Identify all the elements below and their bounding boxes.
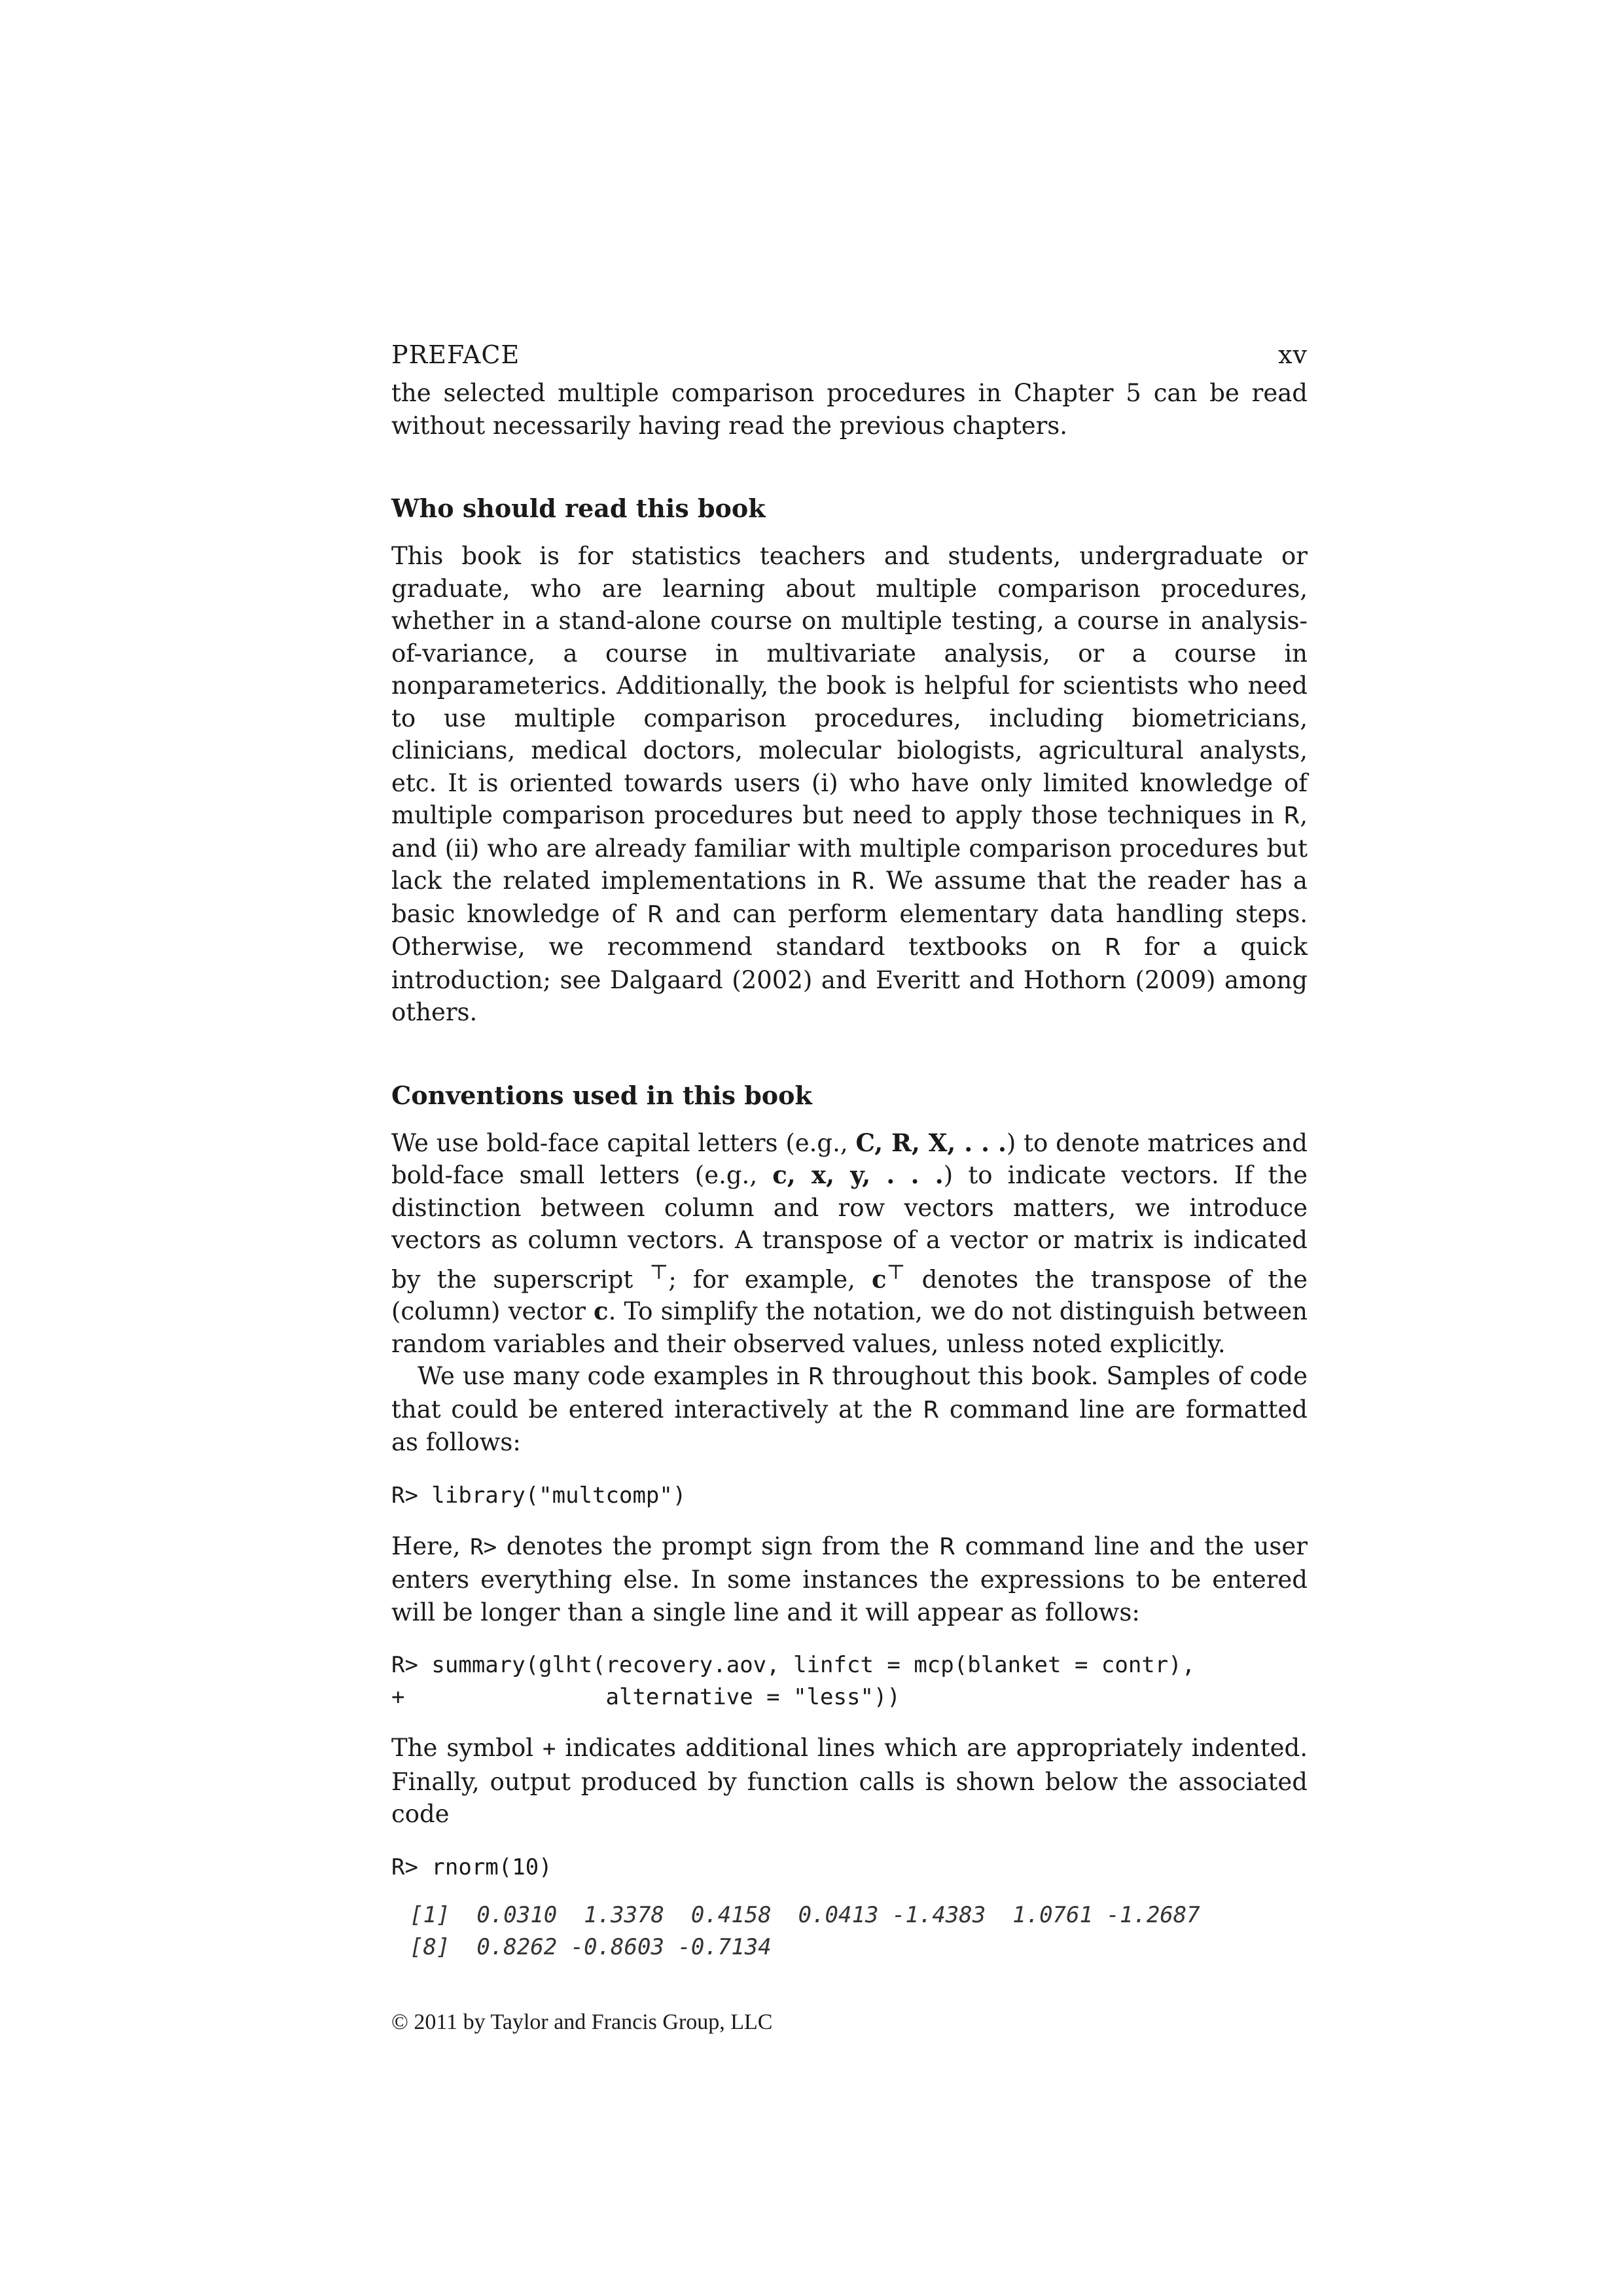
page-body: [391, 338, 1308, 1982]
conventions-paragraph-3: Here, R> denotes the prompt sign from the R command line and the user enters everything else. In some instances the expressions to be entered will be longer than a single line and it will appear as follows:: [391, 1532, 1308, 1626]
intro-paragraph: the selected multiple comparison procedures in Chapter 5 can be read without necessarily having read the previous chapters.: [391, 379, 1308, 440]
page-number: xv: [1278, 340, 1308, 369]
who-paragraph: This book is for statistics teachers and students, undergraduate or graduate, who are learning about multiple comparison procedures, whether in a stand-alone course on multiple testing, a course in analysis-of-variance, a course in multivariate analysis, or a course in nonparameterics. Additionally, the book is helpful for scientists who need to use multiple comparison procedures, including biometricians, clinicians, medical doctors, molecular biologists, agricultural analysts, etc. It is oriented towards users (i) who have only limited knowledge of multiple comparison procedures but need to apply those techniques in R, and (ii) who are already familiar with multiple comparison procedures but lack the related implementations in R. We assume that the reader has a basic knowledge of R and can perform elementary data handling steps. Otherwise, we recommend standard textbooks on R for a quick introduction; see Dalgaard (2002) and Everitt and Hothorn (2009) among others.: [391, 542, 1308, 1026]
conventions-paragraph-4: The symbol + indicates additional lines which are appropriately indented. Finally, output produced by function calls is shown below the associated code: [391, 1734, 1308, 1829]
code-block-summary: R> summary(glht(recovery.aov, linfct = mcp(blanket = contr), + alternative = "less")): [391, 1652, 1196, 1711]
copyright-footer: © 2011 by Taylor and Francis Group, LLC: [391, 2010, 773, 2034]
section-heading-who: Who should read this book: [391, 493, 766, 523]
section-heading-conventions: Conventions used in this book: [391, 1080, 812, 1110]
conventions-paragraph-1: We use bold-face capital letters (e.g., C, R, X, . . .) to denote matrices and bold-face small letters (e.g., c, x, y, . . .) to indicate vectors. If the distinction between column and row vectors matters, we introduce vectors as column vectors. A transpose of a vector or matrix is indicated by the superscript ⊤; for example, c⊤ denotes the transpose of the (column) vector c. To simplify the notation, we do not distinguish between random variables and their observed values, unless noted explicitly.: [391, 1128, 1308, 1358]
running-head: [391, 338, 1308, 372]
code-block-library: R> library("multcomp"): [391, 1482, 687, 1509]
code-block-rnorm: R> rnorm(10): [391, 1854, 552, 1880]
code-output: [1] 0.0310 1.3378 0.4158 0.0413 -1.4383 1.0761 -1.2687 [8] 0.8262 -0.8603 -0.7134: [410, 1901, 1200, 1960]
running-head-title: PREFACE: [391, 340, 520, 369]
conventions-paragraph-2: We use many code examples in R throughout this book. Samples of code that could be entered interactively at the R command line are formatted as follows:: [391, 1362, 1308, 1457]
